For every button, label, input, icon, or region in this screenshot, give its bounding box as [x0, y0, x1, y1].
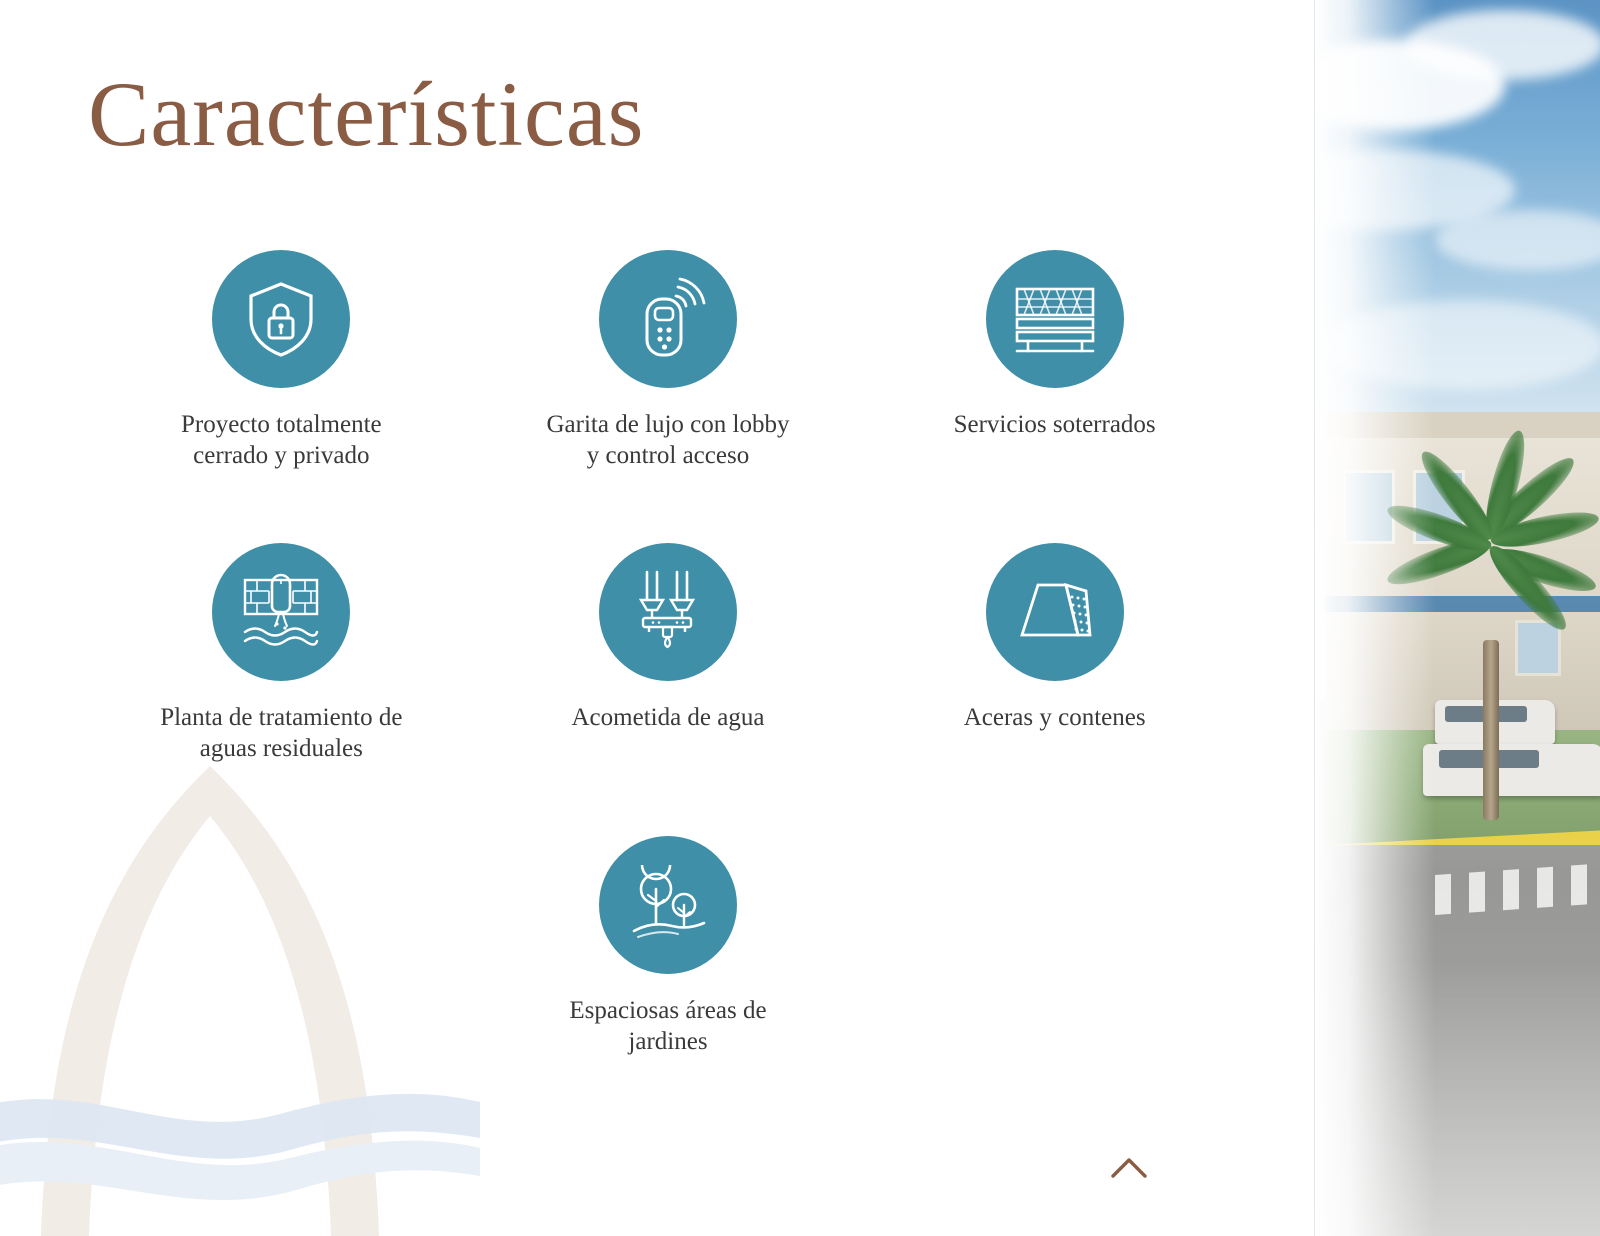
feature-icon-badge [212, 250, 350, 388]
feature-icon-badge [599, 836, 737, 974]
feature-proyecto-cerrado[interactable] [88, 250, 475, 471]
feature-label [160, 703, 402, 764]
feature-label-line1: Servicios soterrados [953, 411, 1156, 438]
wastewater-plant-icon [239, 572, 323, 652]
sidewalk-curb-icon [1012, 577, 1098, 647]
feature-planta-tratamiento[interactable] [88, 543, 475, 764]
feature-label-line2: cerrado y privado [193, 441, 370, 469]
feature-icon-badge [212, 543, 350, 681]
feature-icon-badge [599, 543, 737, 681]
feature-label-line1: Garita de lujo con lobby [546, 411, 790, 438]
features-row [88, 836, 1248, 1057]
feature-acometida-agua[interactable] [475, 543, 862, 764]
feature-icon-badge [986, 543, 1124, 681]
page-title: Características [88, 63, 645, 165]
feature-aceras-contenes[interactable] [861, 543, 1248, 764]
garden-trees-icon [626, 865, 710, 945]
feature-label-line1: Acometida de agua [571, 704, 765, 731]
underground-services-icon [1012, 283, 1098, 355]
feature-label [181, 410, 382, 471]
feature-garita-lujo[interactable] [475, 250, 862, 471]
feature-label-line2: aguas residuales [199, 734, 363, 762]
features-grid [88, 250, 1248, 1057]
feature-icon-badge [599, 250, 737, 388]
shield-lock-icon [244, 279, 318, 359]
features-row [88, 543, 1248, 764]
feature-label [546, 410, 789, 471]
water-connection-icon [623, 570, 713, 654]
feature-label-line2: jardines [628, 1027, 708, 1055]
feature-label [569, 996, 766, 1057]
chevron-up-icon [1107, 1154, 1151, 1182]
feature-label-line1: Espaciosas áreas de [569, 997, 767, 1024]
features-row [88, 250, 1248, 471]
feature-label-line2: y control acceso [586, 441, 750, 469]
feature-label [954, 410, 1156, 441]
building-photo [1315, 0, 1600, 1236]
scroll-to-top-button[interactable] [1105, 1148, 1153, 1188]
feature-label-line1: Aceras y contenes [963, 704, 1146, 731]
feature-label [572, 703, 765, 734]
remote-control-icon [629, 277, 707, 361]
feature-label-line1: Planta de tratamiento de [160, 704, 403, 731]
feature-servicios-soterrados[interactable] [861, 250, 1248, 471]
feature-label-line1: Proyecto totalmente [181, 411, 382, 438]
feature-label [964, 703, 1146, 734]
feature-icon-badge [986, 250, 1124, 388]
feature-areas-jardines[interactable] [475, 836, 862, 1057]
